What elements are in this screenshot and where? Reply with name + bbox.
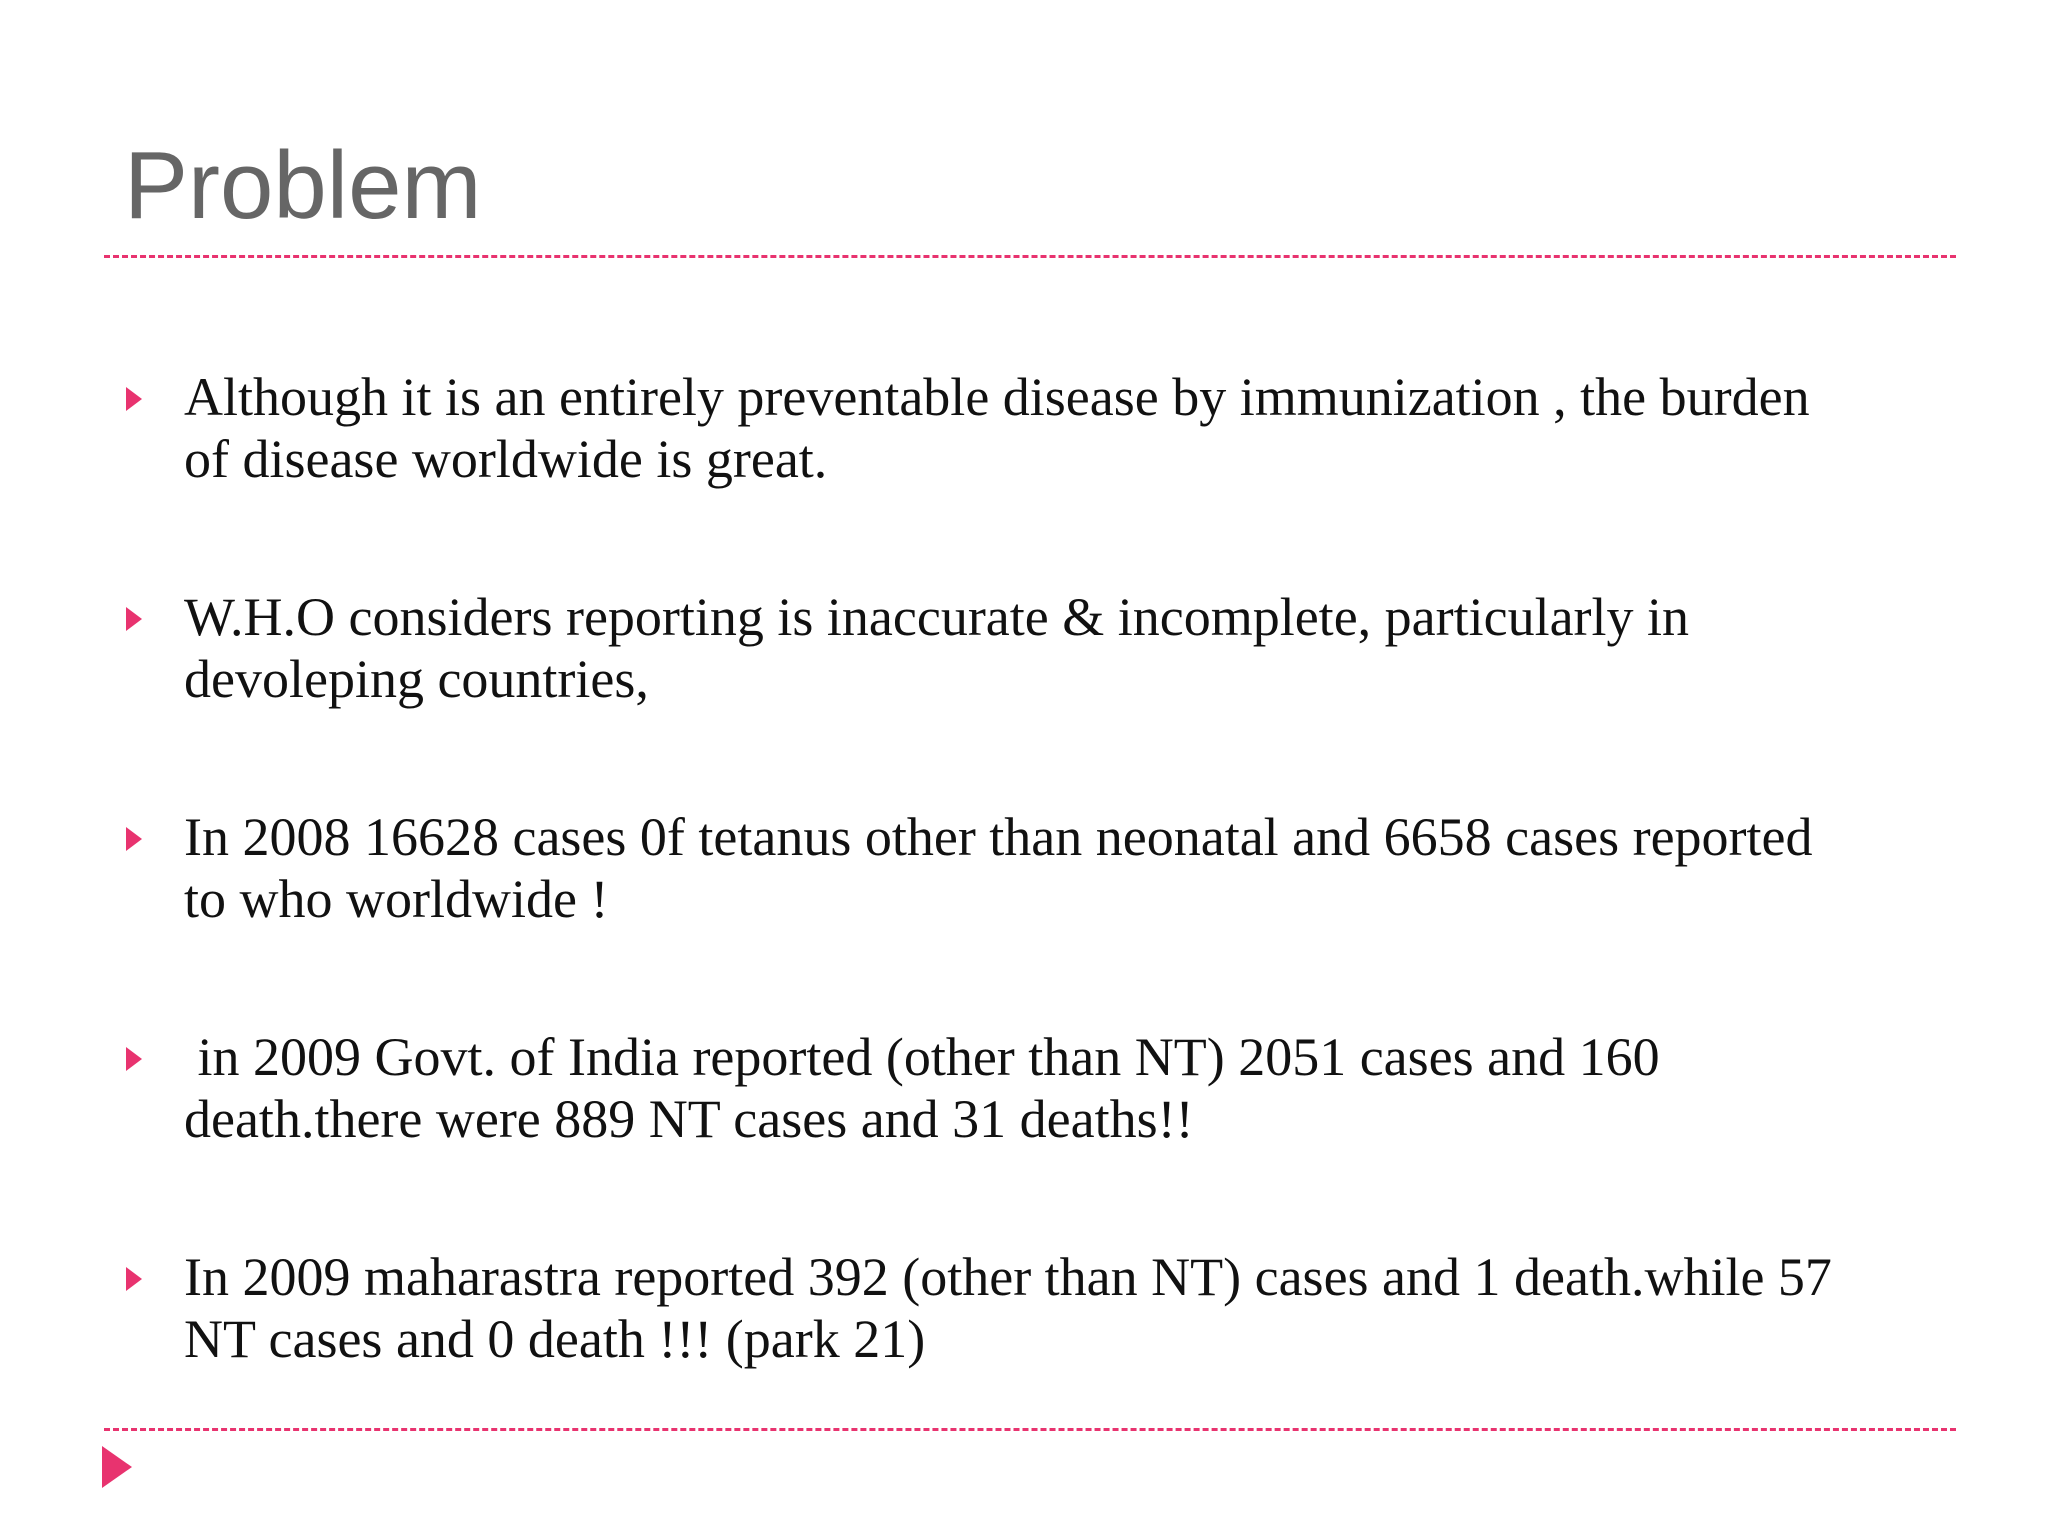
bullet-text: Although it is an entirely preventable disease by immunization , the burden of disease worldwide is great.: [184, 367, 1810, 489]
triangle-right-icon: [112, 366, 184, 411]
list-item: [112, 1026, 1932, 1246]
bullet-text: In 2008 16628 cases 0f tetanus other than neonatal and 6658 cases reported to who worldwide !: [184, 807, 1813, 929]
bullet-list: [112, 366, 1932, 1466]
list-item: [112, 366, 1932, 586]
triangle-right-icon: [112, 806, 184, 851]
triangle-right-icon: [112, 586, 184, 631]
triangle-right-icon: [112, 1026, 184, 1071]
slide-title: Problem: [124, 132, 482, 239]
triangle-right-icon: [112, 1246, 184, 1291]
list-item: [112, 806, 1932, 1026]
footer-divider: [104, 1428, 1956, 1431]
bullet-text: in 2009 Govt. of India reported (other than NT) 2051 cases and 160 death.there were 889 NT cases and 31 deaths!!: [184, 1027, 1660, 1149]
list-item: [112, 1246, 1932, 1466]
triangle-right-icon: [102, 1446, 132, 1493]
list-item: [112, 586, 1932, 806]
bullet-text: W.H.O considers reporting is inaccurate & incomplete, particularly in devoleping countries,: [184, 587, 1690, 709]
title-divider: [104, 255, 1956, 258]
bullet-text: In 2009 maharastra reported 392 (other than NT) cases and 1 death.while 57 NT cases and 0 death !!! (park 21): [184, 1247, 1832, 1369]
